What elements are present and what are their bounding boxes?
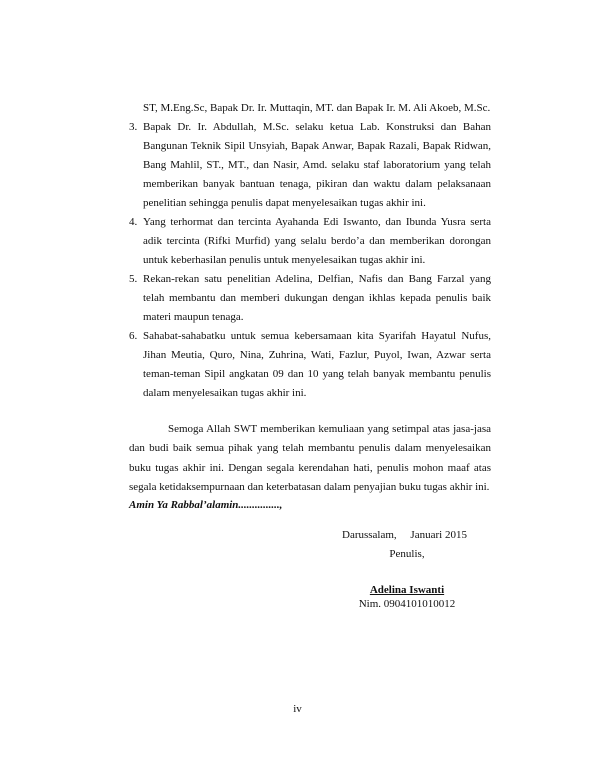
author-name: Adelina Iswanti [369,584,445,596]
list-item [129,327,491,403]
list-item-continuation: ST, M.Eng.Sc, Bapak Dr. Ir. Muttaqin, MT. dan Bapak Ir. M. Ali Akoeb, M.Sc. [143,102,491,114]
list-item-text: Bapak Dr. Ir. Abdullah, M.Sc. selaku ketua Lab. Konstruksi dan Bahan Bangunan Teknik Sipil Unsyiah, Bapak Anwar, Bapak Razali, Bapak Ridwan, Bang Mahlil, ST., MT., dan Nasir, Amd. selaku staf laboratorium yang telah memberikan banyak bantuan tenaga, pikiran dan waktu dalam pelaksanaan penelitian sehingga penulis dapat menyelesaikan tugas akhir ini. [143,121,491,209]
list-item [129,213,491,270]
list-number: 5. [129,273,138,285]
list-item-text: Rekan-rekan satu penelitian Adelina, Delfian, Nafis dan Bang Farzal yang telah membantu dan memberi dukungan dengan ikhlas kepada penulis baik materi maupun tenaga. [143,273,491,323]
list-item [129,118,491,213]
list-item [129,270,491,327]
page-number: iv [293,703,302,715]
place-date: Darussalam, Januari 2015 [342,529,467,541]
list-number: 3. [129,121,138,133]
list-item-text: Yang terhormat dan tercinta Ayahanda Edi Iswanto, dan Ibunda Yusra serta adik tercinta (Rifki Murfid) yang selalu berdo’a dan memberikan dorongan untuk keberhasilan penulis untuk menyelesaikan tugas akhir ini. [143,216,491,266]
list-number: 4. [129,216,138,228]
amin-line: Amin Ya Rabbal’alamin..............., [129,499,283,511]
list-number: 6. [129,330,138,342]
list-item-text: Sahabat-sahabatku untuk semua kebersamaan kita Syarifah Hayatul Nufus, Jihan Meutia, Quro, Nina, Zuhrina, Wati, Fazlur, Puyol, Iwan, Azwar serta teman-teman Sipil angkatan 09 dan 10 yang telah banyak membantu penulis dalam menyelesaikan tugas akhir ini. [143,330,491,399]
closing-paragraph: Semoga Allah SWT memberikan kemuliaan yang setimpal atas jasa-jasa dan budi baik semua pihak yang telah membantu penulis dalam menyelesaikan buku tugas akhir ini. Dengan segala kerendahan hati, penulis mohon maaf atas segala ketidaksempurnaan dan keterbatasan dalam penyajian buku tugas akhir ini. [129,423,491,493]
student-id: Nim. 0904101010012 [358,598,456,610]
acknowledgement-list [129,99,491,403]
writer-role: Penulis, [389,548,425,560]
